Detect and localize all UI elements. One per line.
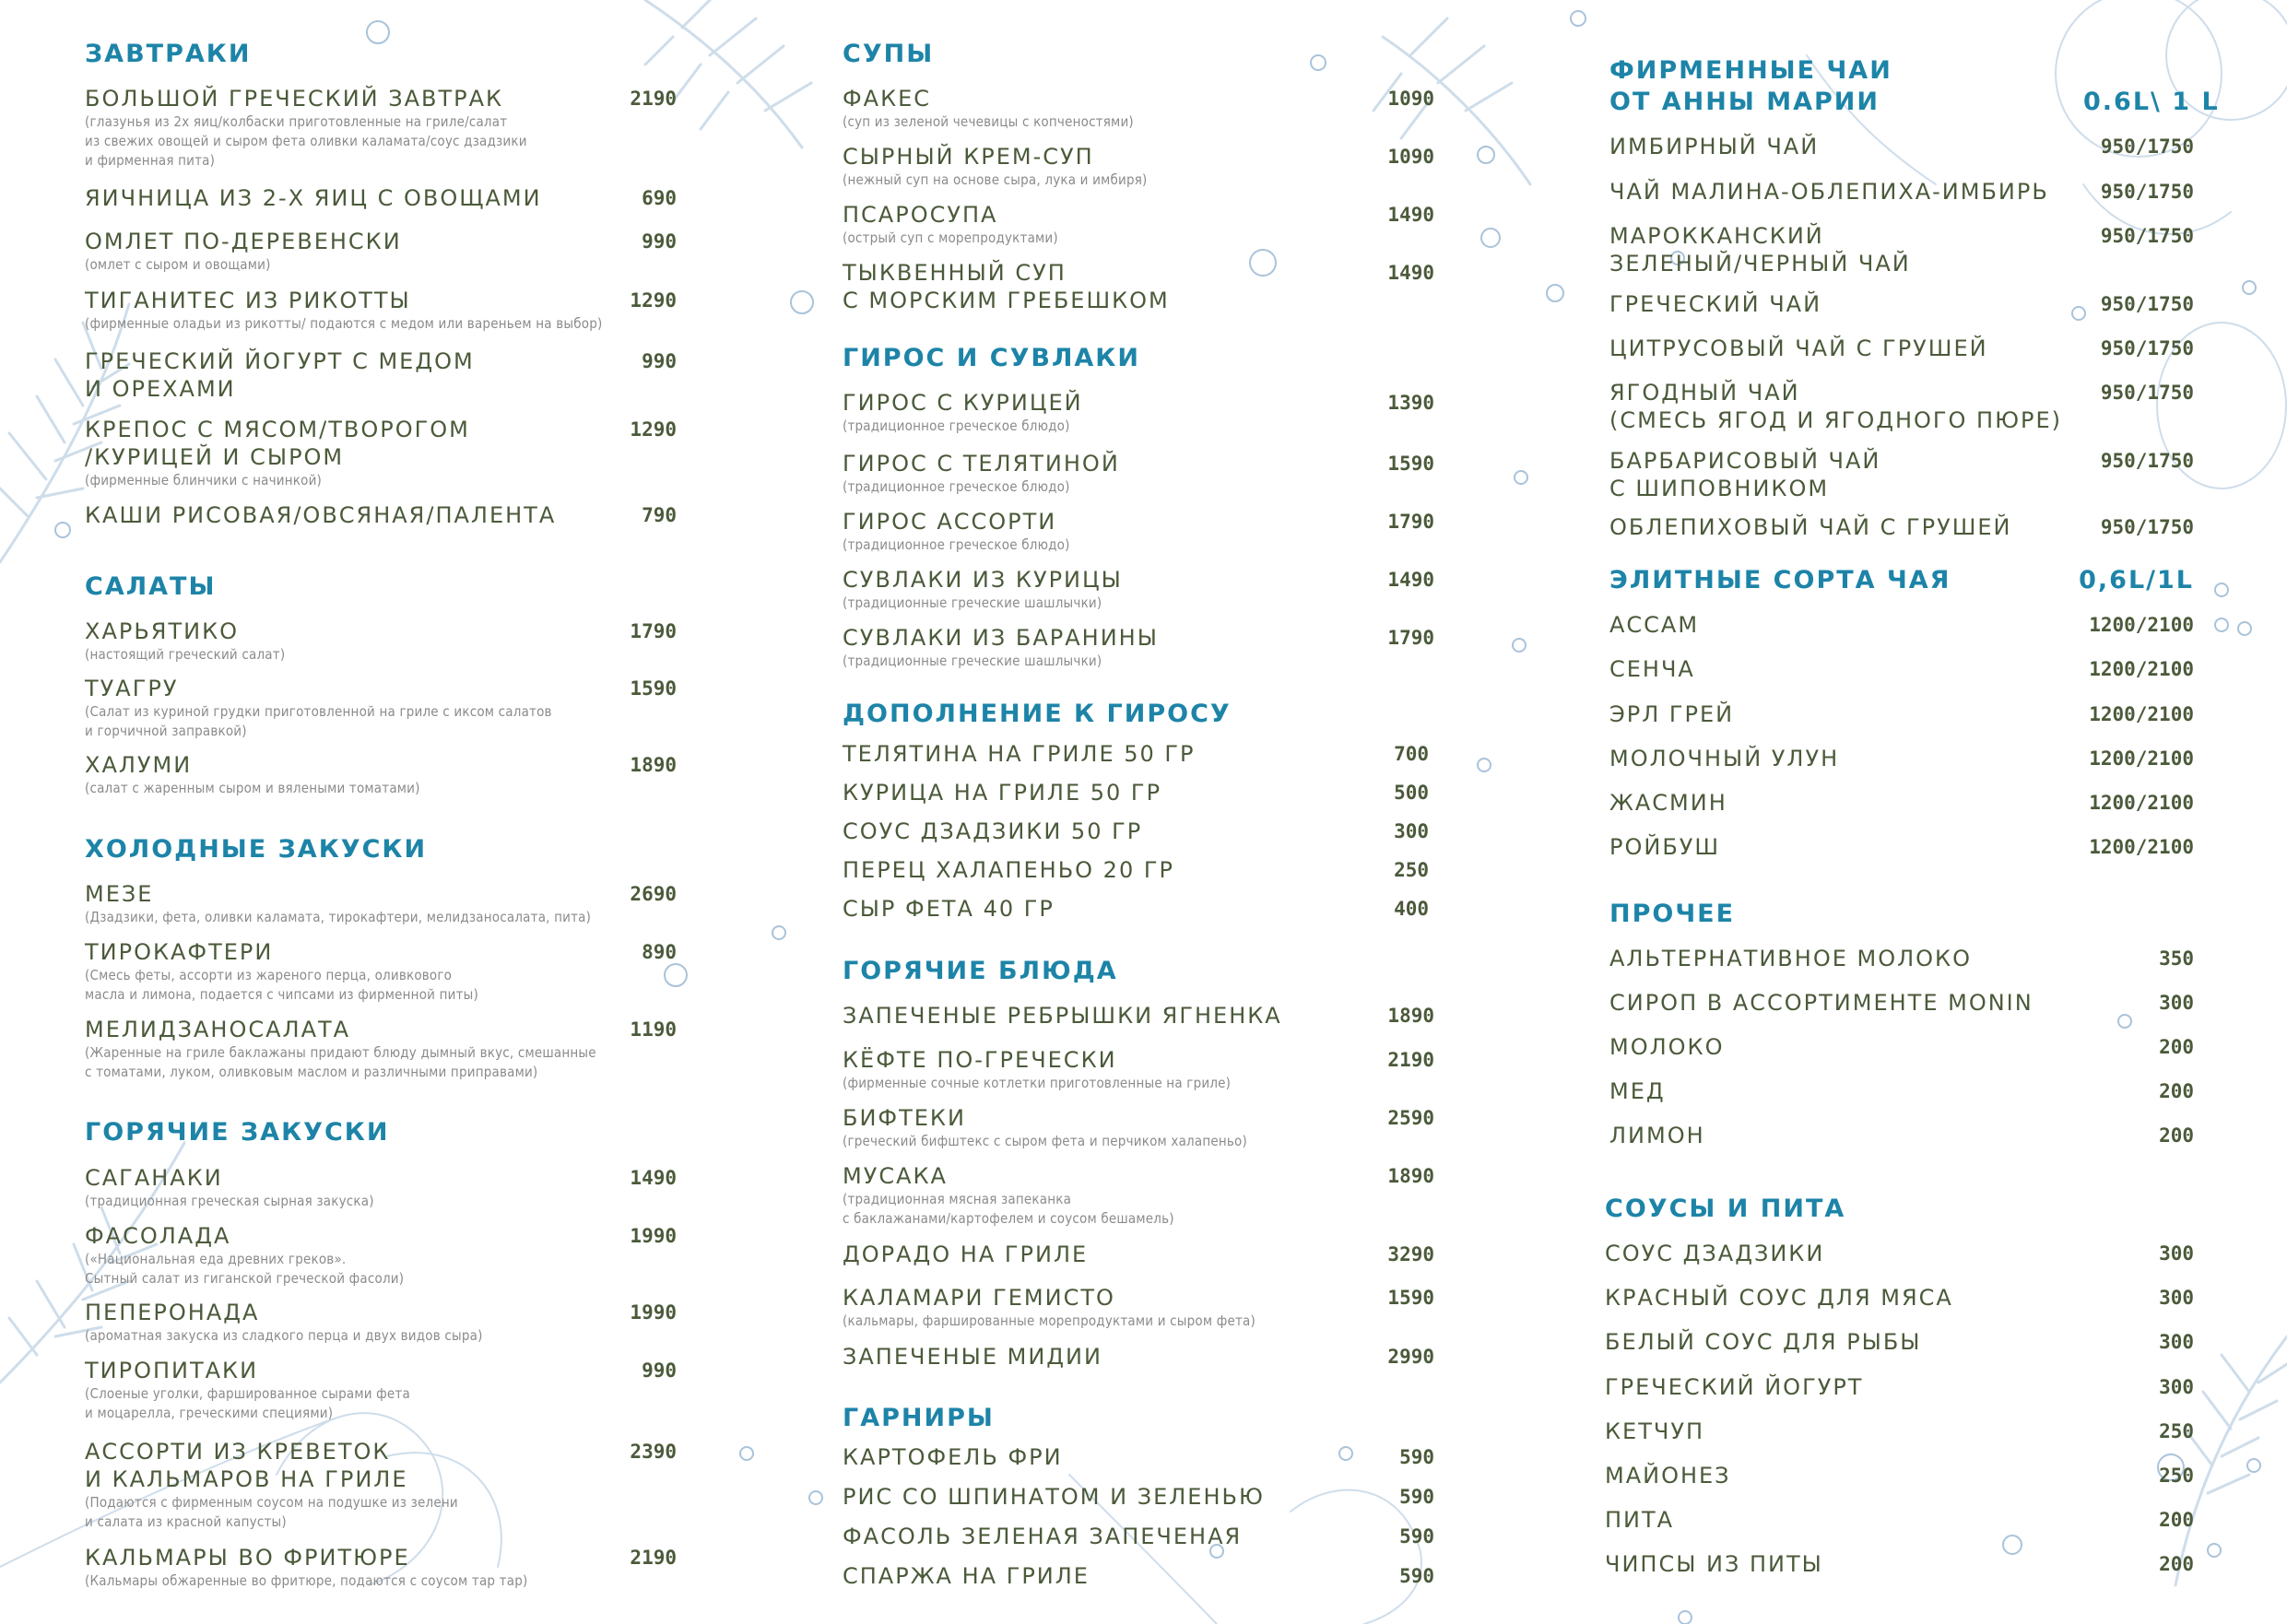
menu-item-name: С ШИПОВНИКОМ [1609, 476, 1830, 501]
menu-item [85, 228, 677, 275]
menu-item-description: и фирменная пита) [85, 152, 216, 169]
menu-item-name: РИС СО ШПИНАТОМ И ЗЕЛЕНЬЮ [843, 1484, 1265, 1510]
menu-item [1605, 1506, 2194, 1534]
menu-item-price: 950/1750 [2100, 293, 2194, 315]
menu-item-price: 1190 [630, 1018, 677, 1041]
menu-item [1609, 290, 2194, 318]
menu-item [85, 1357, 677, 1423]
menu-item-name: СИРОП В АССОРТИМЕНТЕ MONIN [1609, 990, 2034, 1016]
menu-item-name: МОЛОЧНЫЙ УЛУН [1609, 746, 1840, 771]
menu-item-name: ФАКЕС [843, 86, 932, 112]
menu-item-price: 1890 [630, 754, 677, 776]
menu-item-price: 200 [2159, 1509, 2194, 1531]
menu-item-name: РОЙБУШ [1609, 834, 1721, 860]
menu-item-name: СЕНЧА [1609, 656, 1695, 682]
menu-item [843, 259, 1434, 314]
menu-item-name: СОУС ДЗАДЗИКИ 50 ГР [843, 818, 1143, 844]
menu-item-price: 250 [1394, 859, 1429, 881]
menu-item [1609, 1122, 2194, 1149]
menu-item [843, 508, 1434, 555]
menu-item-name: СЫР ФЕТА 40 ГР [843, 896, 1055, 922]
menu-item [85, 1544, 677, 1591]
signature-tea-title-line-1: ФИРМЕННЫЕ ЧАИ [1609, 56, 1892, 85]
menu-item-price: 1490 [630, 1167, 677, 1189]
menu-item-price: 250 [2159, 1420, 2194, 1442]
menu-item-name: САГАНАКИ [85, 1165, 223, 1191]
menu-item-price: 300 [1394, 820, 1429, 842]
menu-item [85, 347, 677, 403]
menu-item-price: 950/1750 [2100, 337, 2194, 359]
section-title-other: ПРОЧЕЕ [1609, 900, 1736, 928]
menu-item-name: ГРЕЧЕСКИЙ ЙОГУРТ С МЕДОМ [85, 348, 475, 374]
menu-item [843, 895, 1429, 923]
menu-item-name: КЕТЧУП [1605, 1418, 1704, 1444]
menu-item [85, 880, 677, 927]
menu-item [843, 779, 1429, 806]
menu-item [1609, 989, 2194, 1017]
menu-item-name: ПСАРОСУПА [843, 202, 998, 228]
menu-item-name: И ОРЕХАМИ [85, 376, 236, 402]
menu-item-description: (ароматная закуска из сладкого перца и двух видов сыра) [85, 1327, 483, 1344]
menu-item-price: 1990 [630, 1225, 677, 1247]
section-title-hot-dishes: ГОРЯЧИЕ БЛЮДА [843, 957, 1118, 985]
menu-item-description: (греческий бифштекс с сыром фета и перчиком халапеньо) [843, 1133, 1247, 1149]
menu-item-price: 350 [2159, 947, 2194, 970]
menu-item [1609, 379, 2194, 434]
menu-item-description: (салат с жаренным сыром и вялеными томатами) [85, 780, 420, 796]
menu-item-price: 1590 [1387, 453, 1434, 475]
section-title-sides: ГАРНИРЫ [843, 1404, 995, 1432]
menu-item [1609, 222, 2194, 277]
menu-item-description: масла и лимона, подается с чипсами из фирменной питы) [85, 986, 478, 1003]
menu-item-name: ГИРОС С ТЕЛЯТИНОЙ [843, 451, 1120, 477]
menu-item-price: 1790 [1387, 627, 1434, 649]
menu-item-name: И КАЛЬМАРОВ НА ГРИЛЕ [85, 1466, 408, 1492]
menu-item [1609, 513, 2194, 541]
menu-item-description: (настоящий греческий салат) [85, 646, 286, 663]
menu-item-description: (традиционное греческое блюдо) [843, 478, 1070, 495]
menu-item-price: 590 [1399, 1525, 1434, 1548]
menu-item [85, 85, 677, 171]
menu-item-price: 3290 [1387, 1243, 1434, 1265]
section-title-soups: СУПЫ [843, 40, 935, 68]
menu-item-price: 1290 [630, 418, 677, 441]
menu-item-price: 990 [642, 1359, 677, 1382]
menu-item-price: 1200/2100 [2089, 792, 2194, 814]
menu-item [1609, 745, 2194, 772]
section-title-hot-snacks: ГОРЯЧИЕ ЗАКУСКИ [85, 1118, 390, 1147]
menu-item-price: 200 [2159, 1124, 2194, 1147]
menu-item-price: 200 [2159, 1553, 2194, 1575]
menu-item-name: СПАРЖА НА ГРИЛЕ [843, 1563, 1090, 1589]
menu-item-price: 1200/2100 [2089, 747, 2194, 770]
menu-item-price: 1290 [630, 289, 677, 312]
menu-item [1609, 700, 2194, 728]
menu-item-description: (Подаются с фирменным соусом на подушке из зелени [85, 1494, 458, 1511]
menu-item-name: СУВЛАКИ ИЗ КУРИЦЫ [843, 567, 1123, 593]
menu-item [843, 1343, 1434, 1371]
menu-item-price: 500 [1394, 782, 1429, 804]
menu-item-name: АССОРТИ ИЗ КРЕВЕТОК [85, 1439, 391, 1465]
menu-item-price: 300 [2159, 992, 2194, 1014]
menu-item [843, 1046, 1434, 1093]
menu-item-description: (Салат из куриной грудки приготовленной на гриле с иксом салатов [85, 703, 552, 720]
menu-item-name: БОЛЬШОЙ ГРЕЧЕСКИЙ ЗАВТРАК [85, 86, 504, 112]
menu-item-price: 950/1750 [2100, 135, 2194, 158]
menu-item-name: КАРТОФЕЛЬ ФРИ [843, 1444, 1063, 1470]
menu-item-description: (суп из зеленой чечевицы с копченостями) [843, 113, 1134, 130]
menu-item-description: (Жаренные на гриле баклажаны придают блюду дымный вкус, смешанные [85, 1044, 596, 1061]
menu-item [843, 566, 1434, 613]
menu-item-description: (традиционные греческие шашлычки) [843, 653, 1102, 669]
menu-item-name: ЗАПЕЧЕНЫЕ МИДИИ [843, 1344, 1102, 1370]
menu-item-name: ЯИЧНИЦА ИЗ 2-Х ЯИЦ С ОВОЩАМИ [85, 185, 542, 211]
menu-item-price: 2190 [630, 88, 677, 110]
menu-item-price: 300 [2159, 1331, 2194, 1353]
menu-item-name: КАЛЬМАРЫ ВО ФРИТЮРЕ [85, 1545, 410, 1571]
menu-item [843, 1241, 1434, 1268]
section-title-salads: САЛАТЫ [85, 572, 217, 601]
menu-item-price: 1990 [630, 1301, 677, 1324]
section-title-sauces: СОУСЫ И ПИТА [1605, 1194, 1846, 1223]
menu-item-name: ХАРЬЯТИКО [85, 618, 240, 644]
menu-item-name: ОМЛЕТ ПО-ДЕРЕВЕНСКИ [85, 229, 402, 254]
menu-item-price: 2990 [1387, 1346, 1434, 1368]
menu-item [85, 751, 677, 798]
menu-item [843, 624, 1434, 671]
menu-item-description: и салата из красной капусты) [85, 1513, 287, 1530]
menu-item-name: ДОРАДО НА ГРИЛЕ [843, 1242, 1089, 1267]
menu-item-price: 400 [1394, 898, 1429, 920]
menu-item-name: С МОРСКИМ ГРЕБЕШКОМ [843, 288, 1170, 313]
menu-item [1605, 1328, 2194, 1356]
menu-item-description: (фирменные блинчики с начинкой) [85, 472, 323, 488]
menu-item-name: ТИГАНИТЕС ИЗ РИКОТТЫ [85, 288, 411, 313]
menu-item [843, 143, 1434, 190]
menu-item-description: (Дзадзики, фета, оливки каламата, тирокафтери, мелидзаносалата, пита) [85, 909, 592, 925]
menu-item [1605, 1373, 2194, 1401]
menu-item-description: (Кальмары обжаренные во фритюре, подаются с соусом тар тар) [85, 1572, 528, 1589]
menu-item [843, 856, 1429, 884]
section-title-gyros: ГИРОС И СУВЛАКИ [843, 344, 1140, 372]
menu-item-name: КЁФТЕ ПО-ГРЕЧЕСКИ [843, 1047, 1117, 1073]
menu-item-name: МЕД [1609, 1078, 1666, 1104]
menu-item [1605, 1284, 2194, 1312]
menu-item-description: (традиционные греческие шашлычки) [843, 594, 1102, 611]
menu-item [1609, 833, 2194, 861]
menu-item-name: ЛИМОН [1609, 1123, 1705, 1148]
menu-item-price: 1490 [1387, 204, 1434, 226]
menu-item [1609, 789, 2194, 817]
menu-item [1605, 1240, 2194, 1267]
menu-item-name: ПЕРЕЦ ХАЛАПЕНЬО 20 ГР [843, 857, 1174, 883]
menu-item [843, 1002, 1434, 1030]
menu-item-name: ТЫКВЕННЫЙ СУП [843, 260, 1067, 286]
menu-item-name: ЯГОДНЫЙ ЧАЙ [1609, 380, 1800, 406]
menu-item-price: 2690 [630, 883, 677, 905]
menu-item-description: и моцарелла, греческими специями) [85, 1405, 334, 1421]
menu-item [1609, 335, 2194, 362]
menu-item-name: МЕЛИДЗАНОСАЛАТА [85, 1017, 351, 1042]
menu-item [85, 1299, 677, 1346]
menu-item-name: (СМЕСЬ ЯГОД И ЯГОДНОГО ПЮРЕ) [1609, 407, 2063, 433]
menu-item [1605, 1418, 2194, 1445]
menu-item-price: 2390 [630, 1441, 677, 1463]
menu-item-name: /КУРИЦЕЙ И СЫРОМ [85, 444, 345, 470]
menu-item-name: ОБЛЕПИХОВЫЙ ЧАЙ С ГРУШЕЙ [1609, 514, 2012, 540]
section-title-elite-tea: ЭЛИТНЫЕ СОРТА ЧАЯ [1609, 566, 1951, 594]
menu-item-description: (Смесь феты, ассорти из жареного перца, оливкового [85, 967, 453, 983]
menu-item-description: с баклажанами/картофелем и соусом бешамель) [843, 1210, 1174, 1227]
menu-item-name: ЖАСМИН [1609, 790, 1727, 816]
menu-item-description: (традиционная греческая сырная закуска) [85, 1193, 374, 1209]
menu-item-price: 950/1750 [2100, 382, 2194, 404]
menu-item [843, 818, 1429, 845]
menu-item-name: ГРЕЧЕСКИЙ ЙОГУРТ [1605, 1374, 1864, 1400]
menu-item [85, 184, 677, 212]
menu-item-name: ФАСОЛЬ ЗЕЛЕНАЯ ЗАПЕЧЕНАЯ [843, 1524, 1243, 1549]
menu-item [843, 1562, 1434, 1590]
menu-item-price: 700 [1394, 743, 1429, 765]
menu-item-name: СОУС ДЗАДЗИКИ [1605, 1241, 1825, 1266]
menu-item-description: (фирменные сочные котлетки приготовленные на гриле) [843, 1075, 1232, 1091]
menu-item-name: МОЛОКО [1609, 1034, 1725, 1060]
menu-item [85, 618, 677, 665]
menu-item-name: ИМБИРНЫЙ ЧАЙ [1609, 134, 1820, 159]
menu-item-name: КУРИЦА НА ГРИЛЕ 50 ГР [843, 780, 1162, 806]
menu-item-name: КАШИ РИСОВАЯ/ОВСЯНАЯ/ПАЛЕНТА [85, 502, 557, 528]
section-title-cold-snacks: ХОЛОДНЫЕ ЗАКУСКИ [85, 835, 428, 864]
menu-item-price: 300 [2159, 1287, 2194, 1309]
menu-item-price: 590 [1399, 1486, 1434, 1508]
menu-item-description: («Национальная еда древних греков». [85, 1251, 347, 1267]
menu-item-price: 250 [2159, 1465, 2194, 1487]
menu-item-name: ПИТА [1605, 1507, 1675, 1533]
menu-item-price: 590 [1399, 1565, 1434, 1587]
menu-item-name: ЦИТРУСОВЫЙ ЧАЙ С ГРУШЕЙ [1609, 335, 1988, 361]
signature-tea-volume: 0.6L\ 1 L [2083, 88, 2220, 116]
menu-item-price: 790 [642, 504, 677, 526]
menu-item [1609, 178, 2194, 206]
menu-item-price: 950/1750 [2100, 225, 2194, 247]
menu-item [1609, 611, 2194, 639]
menu-item-description: (нежный суп на основе сыра, лука и имбиря) [843, 171, 1148, 188]
menu-item-name: ГРЕЧЕСКИЙ ЧАЙ [1609, 291, 1822, 317]
menu-item-price: 950/1750 [2100, 181, 2194, 203]
menu-item-description: из свежих овощей и сыром фета оливки каламата/соус дзадзики [85, 133, 527, 149]
menu-item-price: 1200/2100 [2089, 614, 2194, 636]
menu-item [85, 1016, 677, 1082]
menu-item-price: 990 [642, 350, 677, 372]
menu-item-name: ГИРОС АССОРТИ [843, 509, 1057, 535]
menu-item [1609, 1033, 2194, 1061]
menu-item [843, 450, 1434, 497]
menu-item-name: ЗАПЕЧЕНЫЕ РЕБРЫШКИ ЯГНЕНКА [843, 1003, 1282, 1029]
menu-item [843, 85, 1434, 132]
section-title-breakfast: ЗАВТРАКИ [85, 40, 252, 68]
menu-item-price: 200 [2159, 1036, 2194, 1058]
menu-item [1609, 1077, 2194, 1105]
menu-item-price: 1490 [1387, 262, 1434, 284]
menu-item-description: (Слоеные уголки, фаршированное сырами фета [85, 1385, 410, 1402]
section-title-gyros-addons: ДОПОЛНЕНИЕ К ГИРОСУ [843, 700, 1232, 728]
menu-item-name: ЗЕЛЕНЫЙ/ЧЕРНЫЙ ЧАЙ [1609, 251, 1911, 277]
menu-item-name: КРАСНЫЙ СОУС ДЛЯ МЯСА [1605, 1285, 1953, 1311]
menu-item-price: 950/1750 [2100, 516, 2194, 538]
menu-item-price: 1590 [630, 677, 677, 700]
menu-item [843, 1284, 1434, 1331]
menu-item-name: ХАЛУМИ [85, 752, 193, 778]
menu-item-price: 1200/2100 [2089, 836, 2194, 858]
menu-item-name: МАРОККАНСКИЙ [1609, 223, 1824, 249]
menu-item-name: МУСАКА [843, 1163, 948, 1189]
menu-item-price: 1790 [1387, 511, 1434, 533]
menu-item-price: 2190 [1387, 1049, 1434, 1071]
menu-item-name: АЛЬТЕРНАТИВНОЕ МОЛОКО [1609, 946, 1972, 971]
menu-item [85, 1222, 677, 1289]
menu-item [85, 1438, 677, 1532]
menu-item [85, 501, 677, 529]
menu-item-name: КАЛАМАРИ ГЕМИСТО [843, 1285, 1115, 1311]
menu-item-name: ЭРЛ ГРЕЙ [1609, 701, 1735, 727]
menu-item-name: АССАМ [1609, 612, 1700, 638]
menu-item [85, 938, 677, 1005]
menu-item-name: БИФТЕКИ [843, 1105, 966, 1131]
menu-item-name: ТИРОКАФТЕРИ [85, 939, 274, 965]
menu-item-price: 300 [2159, 1242, 2194, 1265]
menu-item-name: КРЕПОС С МЯСОМ/ТВОРОГОМ [85, 417, 470, 442]
menu-item [85, 675, 677, 741]
menu-item-name: МЕЗЕ [85, 881, 154, 907]
menu-item-name: ГИРОС С КУРИЦЕЙ [843, 390, 1083, 416]
menu-item-price: 1890 [1387, 1005, 1434, 1027]
menu-item [843, 1483, 1434, 1511]
menu-item-price: 590 [1399, 1446, 1434, 1468]
menu-item-price: 1790 [630, 620, 677, 642]
menu-item-price: 1090 [1387, 146, 1434, 168]
menu-item-name: ПЕПЕРОНАДА [85, 1300, 260, 1325]
menu-item-description: (омлет с сыром и овощами) [85, 256, 271, 273]
menu-item [1609, 133, 2194, 160]
signature-tea-title-line-2: ОТ АННЫ МАРИИ [1609, 88, 1880, 116]
menu-item-price: 950/1750 [2100, 450, 2194, 472]
menu-item [843, 389, 1434, 436]
menu-item-name: БЕЛЫЙ СОУС ДЛЯ РЫБЫ [1605, 1329, 1922, 1355]
menu-item-price: 200 [2159, 1080, 2194, 1102]
menu-item-description: Сытный салат из гиганской греческой фасоли) [85, 1270, 405, 1287]
menu-item [85, 1164, 677, 1211]
menu-item [843, 1162, 1434, 1229]
menu-item-description: (глазунья из 2х яиц/колбаски приготовленные на гриле/салат [85, 113, 508, 130]
menu-item-price: 1090 [1387, 88, 1434, 110]
menu-item [843, 1104, 1434, 1151]
menu-item-price: 1590 [1387, 1287, 1434, 1309]
menu-item-description: и горчичной заправкой) [85, 723, 247, 739]
menu-item [1605, 1462, 2194, 1489]
menu-item [85, 287, 677, 334]
menu-item-price: 1200/2100 [2089, 658, 2194, 680]
menu-item-description: (острый суп с морепродуктами) [843, 229, 1058, 246]
menu-item [843, 201, 1434, 248]
menu-item-name: МАЙОНЕЗ [1605, 1463, 1731, 1489]
menu-item [85, 416, 677, 490]
menu-item-price: 2190 [630, 1547, 677, 1569]
menu-item-description: (традиционная мясная запеканка [843, 1191, 1072, 1207]
menu-item-name: БАРБАРИСОВЫЙ ЧАЙ [1609, 448, 1881, 474]
menu-item-name: ТУАГРУ [85, 676, 179, 701]
menu-item-description: с томатами, луком, оливковым маслом и различными приправами) [85, 1064, 538, 1080]
menu-item-price: 1390 [1387, 392, 1434, 414]
menu-item-name: ТЕЛЯТИНА НА ГРИЛЕ 50 ГР [843, 741, 1196, 767]
menu-item [843, 1523, 1434, 1550]
menu-item-name: ФАСОЛАДА [85, 1223, 231, 1249]
section-title-signature-tea [1609, 55, 1892, 118]
menu-item-price: 690 [642, 187, 677, 209]
menu-item-description: (традиционное греческое блюдо) [843, 536, 1070, 553]
menu-item-description: (фирменные оладьи из рикотты/ подаются с медом или вареньем на выбор) [85, 315, 603, 332]
menu-item [843, 740, 1429, 768]
menu-item [1609, 447, 2194, 502]
menu-item-name: СЫРНЫЙ КРЕМ-СУП [843, 144, 1094, 170]
elite-tea-volume: 0,6L/1L [2079, 566, 2194, 594]
menu-item-name: СУВЛАКИ ИЗ БАРАНИНЫ [843, 625, 1159, 651]
menu-item-price: 890 [642, 941, 677, 963]
menu-item-name: ЧИПСЫ ИЗ ПИТЫ [1605, 1551, 1823, 1577]
menu-item-price: 2590 [1387, 1107, 1434, 1129]
menu-item-description: (традиционное греческое блюдо) [843, 418, 1070, 434]
menu-item-name: ТИРОПИТАКИ [85, 1358, 259, 1383]
menu-item-price: 1890 [1387, 1165, 1434, 1187]
menu-item-name: ЧАЙ МАЛИНА-ОБЛЕПИХА-ИМБИРЬ [1609, 179, 2049, 205]
menu-item [843, 1443, 1434, 1471]
menu-item [1609, 655, 2194, 683]
menu-item-description: (кальмары, фаршированные морепродуктами и сыром фета) [843, 1312, 1255, 1329]
menu-item-price: 1200/2100 [2089, 703, 2194, 725]
menu-item-price: 1490 [1387, 569, 1434, 591]
menu-item [1609, 945, 2194, 972]
menu-item-price: 300 [2159, 1376, 2194, 1398]
menu-item [1605, 1550, 2194, 1578]
menu-item-price: 990 [642, 230, 677, 253]
